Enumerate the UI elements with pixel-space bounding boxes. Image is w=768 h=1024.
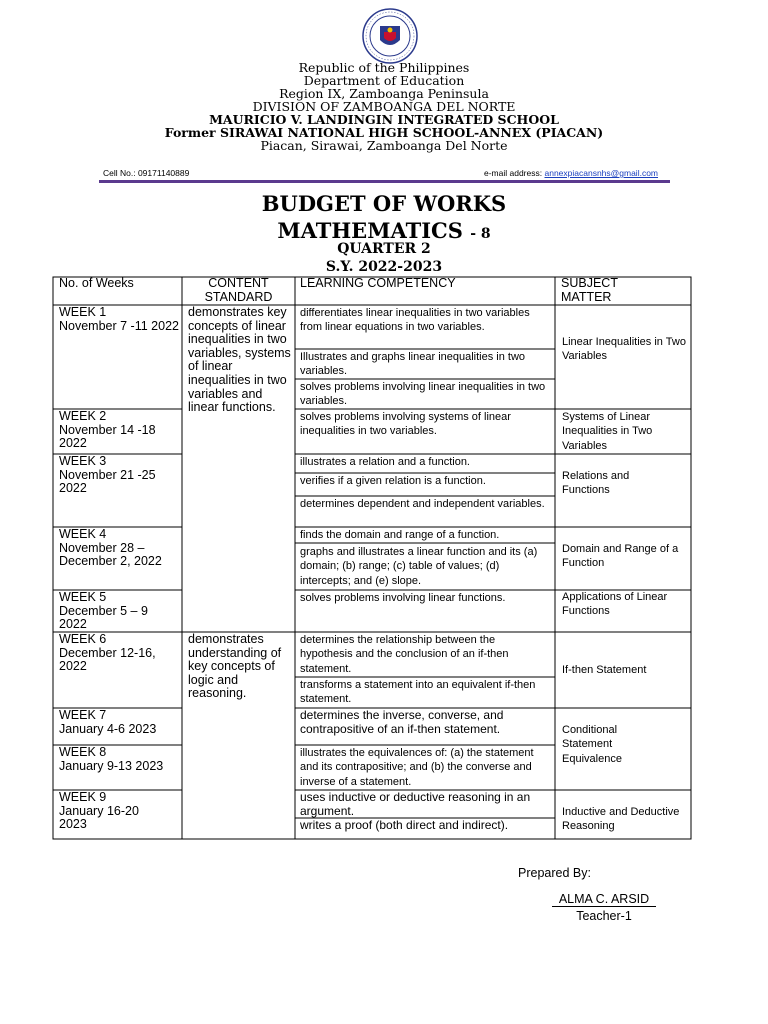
- week-label: WEEK 6: [59, 632, 107, 646]
- competency-12: transforms a statement into an equivalent if-then statement.: [300, 679, 536, 706]
- competency-16: writes a proof (both direct and indirect).: [300, 818, 509, 832]
- week-label: WEEK 1: [59, 305, 107, 319]
- school-year-label: S.Y. 2022-2023: [325, 259, 443, 275]
- competency-9: graphs and illustrates a linear function and its (a) domain; (b) range; (c) table of values; (d) intercepts; and (e) slope.: [300, 546, 538, 587]
- competency-3: solves problems involving linear inequalities in two variables.: [300, 381, 546, 408]
- competency-15: uses inductive or deductive reasoning in an argument.: [300, 790, 531, 818]
- week-8-cell: [59, 746, 179, 773]
- week-3-cell: [59, 455, 179, 496]
- week-7-cell: [59, 709, 179, 736]
- week-dates: January 16-20 2023: [59, 803, 139, 832]
- competency-7: determines dependent and independent variables.: [300, 498, 545, 510]
- email-label: e-mail address:: [484, 168, 543, 178]
- header-line-department: Department of Education: [303, 73, 465, 88]
- email-line: [484, 168, 658, 178]
- competency-14: illustrates the equivalences of: (a) the statement and its contrapositive; and (b) the converse and inverse of a statement.: [300, 747, 534, 788]
- header-line-school: MAURICIO V. LANDINGIN INTEGRATED SCHOOL: [209, 112, 559, 127]
- week-label: WEEK 5: [59, 590, 107, 604]
- competency-11: determines the relationship between the hypothesis and the conclusion of an if-then statement.: [300, 634, 509, 675]
- quarter-label: QUARTER 2: [337, 241, 431, 257]
- header-line-division: DIVISION OF ZAMBOANGA DEL NORTE: [252, 99, 516, 114]
- deped-seal-icon: [362, 8, 418, 64]
- content-standard-1: demonstrates key concepts of linear inequalities in two variables, systems of linear inequalities in two variables and linear functions.: [188, 305, 291, 415]
- header-subject-matter: SUBJECT MATTER: [561, 276, 618, 304]
- subject-1: Linear Inequalities in Two Variables: [562, 336, 686, 363]
- week-label: WEEK 4: [59, 527, 107, 541]
- week-dates: November 28 – December 2, 2022: [59, 540, 162, 569]
- week-label: WEEK 8: [59, 745, 107, 759]
- grade-level: - 8: [470, 226, 491, 242]
- header-line-region: Region IX, Zamboanga Peninsula: [279, 86, 489, 101]
- week-9-cell: [59, 791, 159, 832]
- subject-7: Conditional Statement Equivalence: [562, 724, 622, 765]
- subject-2: Systems of Linear Inequalities in Two Variables: [562, 411, 653, 452]
- competency-10: solves problems involving linear functions.: [300, 592, 506, 604]
- subject-8: Inductive and Deductive Reasoning: [562, 806, 680, 833]
- week-label: WEEK 7: [59, 708, 107, 722]
- header-line-address: Piacan, Sirawai, Zamboanga Del Norte: [260, 138, 508, 153]
- preparer-position: Teacher-1: [576, 909, 632, 923]
- cell-number: Cell No.: 09171140889: [103, 168, 190, 178]
- week-6-cell: [59, 633, 179, 674]
- content-standard-2: demonstrates understanding of key concepts of logic and reasoning.: [188, 632, 282, 701]
- week-dates: December 12-16, 2022: [59, 645, 156, 674]
- week-dates: January 9-13 2023: [59, 758, 164, 773]
- header-divider: [99, 180, 670, 183]
- week-5-cell: [59, 591, 169, 632]
- competency-1: differentiates linear inequalities in two variables from linear equations in two variables.: [300, 307, 530, 334]
- competency-6: verifies if a given relation is a function.: [300, 475, 486, 487]
- header-line-republic: Republic of the Philippines: [298, 60, 470, 75]
- subject-3: Relations and Functions: [562, 470, 630, 497]
- week-dates: November 14 -18 2022: [59, 422, 156, 451]
- subject-5: Applications of Linear Functions: [562, 591, 668, 618]
- subject-name: MATHEMATICS: [277, 218, 463, 243]
- header-content-standard: CONTENT STANDARD: [204, 276, 273, 304]
- header-learning-competency: LEARNING COMPETENCY: [300, 276, 456, 290]
- prepared-by-label: Prepared By:: [518, 866, 591, 880]
- competency-5: illustrates a relation and a function.: [300, 456, 470, 468]
- competency-4: solves problems involving systems of linear inequalities in two variables.: [300, 411, 511, 438]
- competency-13: determines the inverse, converse, and contrapositive of an if-then statement.: [300, 708, 504, 736]
- preparer-name: ALMA C. ARSID: [552, 893, 656, 907]
- week-dates: November 7 -11 2022: [59, 318, 179, 333]
- header-line-former-school: Former SIRAWAI NATIONAL HIGH SCHOOL-ANNEX (PIACAN): [164, 125, 604, 140]
- week-4-cell: [59, 528, 179, 569]
- subject-4: Domain and Range of a Function: [562, 543, 679, 570]
- document-title: BUDGET OF WORKS: [261, 191, 507, 216]
- week-label: WEEK 9: [59, 790, 107, 804]
- email-link[interactable]: annexpiacansnhs@gmail.com: [544, 168, 659, 178]
- week-label: WEEK 2: [59, 409, 107, 423]
- week-dates: January 4-6 2023: [59, 721, 157, 736]
- week-dates: November 21 -25 2022: [59, 467, 156, 496]
- week-2-cell: [59, 410, 179, 451]
- week-dates: December 5 – 9 2022: [59, 603, 148, 632]
- week-1-cell: [59, 306, 179, 333]
- competency-8: finds the domain and range of a function.: [300, 529, 500, 541]
- header-weeks: No. of Weeks: [59, 276, 134, 290]
- subject-title: [0, 218, 768, 243]
- competency-2: Illustrates and graphs linear inequalities in two variables.: [300, 351, 526, 378]
- subject-6: If-then Statement: [562, 664, 647, 676]
- week-label: WEEK 3: [59, 454, 107, 468]
